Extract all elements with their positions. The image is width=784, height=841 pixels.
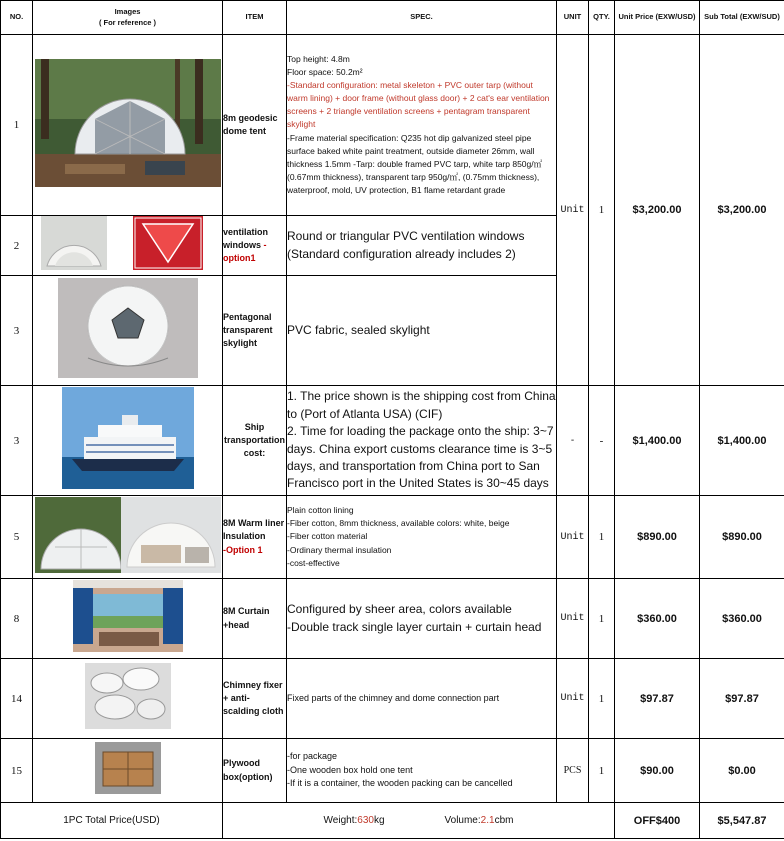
image-cell [33,386,223,496]
warm-liner-image [35,497,221,573]
row-number: 5 [1,496,33,579]
item-name: Pentagonal transparent skylight [223,276,287,386]
spec-cell [287,386,557,496]
spec-cell [287,739,557,803]
header-row [1,1,784,35]
skylight-image [58,278,198,378]
image-cell [33,739,223,803]
item-option: -option1 [223,239,267,264]
unit-price-cell: $97.87 [615,659,700,739]
table-row [1,35,784,216]
header-item: ITEM [223,1,287,35]
item-name: 8m geodesic dome tent [223,35,287,216]
unit-price-cell: $90.00 [615,739,700,803]
item-name: Ship transportation cost: [223,386,287,496]
volume-text: Volume:2.1cbm [444,815,514,826]
spec-line: 2. Time for loading the package onto the ship: 3~7 days. China export customs clearance time is 3~5 days, and transportation from China port to San Francisco port in the United States is 30~45 days [287,424,554,491]
item-option: -Option 1 [223,544,263,555]
row-number: 2 [1,216,33,276]
spec-line: -Frame material specification: Q235 hot dip galvanized steel pipe surface baked white paint treatment, outside diameter 26mm, wall thickness 1.5mm -Tarp: double framed PVC tarp, white tarp 850g/㎡ (0.67mm thickness), transparent tarp 950g/㎡, (0.75mm thickness), waterproof, mold, UV protection, B1 flame retardant grade [287,132,543,196]
header-images-sub: ( For reference ) [98,17,157,27]
qty-cell: 1 [589,739,615,803]
row-number: 1 [1,35,33,216]
header-spec: SPEC. [287,1,557,35]
image-cell [33,579,223,659]
image-cell [33,496,223,579]
item-name-cell [223,216,287,276]
unit-price-cell: $1,400.00 [615,386,700,496]
spec-line: -One wooden box hold one tent [287,764,413,775]
unit-price-cell: $890.00 [615,496,700,579]
cruise-ship-image [62,387,194,489]
unit-cell: - [557,386,589,496]
grand-total-cell: $5,547.87 [700,803,784,839]
qty-cell: 1 [589,659,615,739]
unit-cell: PCS [557,739,589,803]
weight-text: Weight:630kg [323,815,385,826]
unit-cell: Unit [557,496,589,579]
unit-cell: Unit [557,579,589,659]
spec-cell [287,496,557,579]
header-unit-price: Unit Price (EXW/USD) [615,1,700,35]
spec-line: -If it is a container, the wooden packing can be cancelled [287,778,513,789]
image-cell [33,276,223,386]
spec-line-highlight: -Standard configuration: metal skeleton + PVC outer tarp (without warm lining) + door frame (without glass door) + 2 cat's ear ventilation screens + 2 triangle ventilation screens + pentagram transparent skylight [287,79,550,130]
header-images-label: Images [114,7,141,16]
item-name: 8M Curtain +head [223,579,287,659]
unit-cell: Unit [557,35,589,386]
table-row [1,496,784,579]
sub-total-cell: $1,400.00 [700,386,784,496]
spec-line: Fixed parts of the chimney and dome connection part [287,692,500,703]
spec-line: (Standard configuration already includes 2) [287,246,516,261]
row-number: 8 [1,579,33,659]
image-cell [33,35,223,216]
qty-cell: - [589,386,615,496]
qty-cell: 1 [589,496,615,579]
row-number: 3 [1,276,33,386]
image-cell [33,659,223,739]
totals-row [1,803,784,839]
spec-line: -Fiber cotton material [287,531,368,542]
spec-cell [287,276,557,386]
unit-cell: Unit [557,659,589,739]
sub-total-cell: $360.00 [700,579,784,659]
chimney-fixer-image [85,663,171,729]
item-name: ventilation windows [223,226,269,250]
header-images [33,1,223,35]
sub-total-cell: $97.87 [700,659,784,739]
dome-tent-image [35,59,221,187]
ventilation-window-image [35,216,221,270]
item-name: Chimney fixer + anti-scalding cloth [223,659,287,739]
spec-cell [287,35,557,216]
spec-line: -Fiber cotton, 8mm thickness, available colors: white, beige [287,518,510,529]
discount-cell: OFF$400 [615,803,700,839]
table-row [1,739,784,803]
item-name: 8M Warm liner Insulation [223,518,285,542]
spec-line: -Ordinary thermal insulation [287,544,392,555]
spec-line: 1. The price shown is the shipping cost from China to (Port of Atlanta USA) (CIF) [287,389,556,421]
table-row [1,659,784,739]
item-name: Plywood box(option) [223,739,287,803]
spec-cell [287,216,557,276]
sub-total-cell: $890.00 [700,496,784,579]
curtain-image [73,580,183,652]
spec-line: Round or triangular PVC ventilation windows [287,229,525,244]
weight-volume-cell [223,803,615,839]
spec-line: Floor space: 50.2m² [287,66,363,77]
sub-total-cell: $3,200.00 [700,35,784,386]
item-name-cell [223,496,287,579]
qty-cell: 1 [589,35,615,386]
unit-price-cell: $3,200.00 [615,35,700,386]
sub-total-cell: $0.00 [700,739,784,803]
spec-line: Plain cotton lining [287,505,354,516]
table-row [1,386,784,496]
header-no: NO. [1,1,33,35]
qty-cell: 1 [589,579,615,659]
spec-cell [287,579,557,659]
row-number: 14 [1,659,33,739]
header-sub-total: Sub Total (EXW/SUD) [700,1,784,35]
plywood-box-image [95,742,161,794]
image-cell [33,216,223,276]
table-row [1,579,784,659]
row-number: 3 [1,386,33,496]
header-qty: QTY. [589,1,615,35]
spec-cell [287,659,557,739]
spec-line: Top height: 4.8m [287,53,350,64]
unit-price-cell: $360.00 [615,579,700,659]
header-unit: UNIT [557,1,589,35]
total-label: 1PC Total Price(USD) [1,803,223,839]
spec-line: Configured by sheer area, colors available [287,602,512,617]
spec-line: -cost-effective [287,557,340,568]
spec-line: -for package [287,751,338,762]
spec-line: PVC fabric, sealed skylight [287,322,430,337]
spec-line: -Double track single layer curtain + curtain head [287,619,542,634]
row-number: 15 [1,739,33,803]
